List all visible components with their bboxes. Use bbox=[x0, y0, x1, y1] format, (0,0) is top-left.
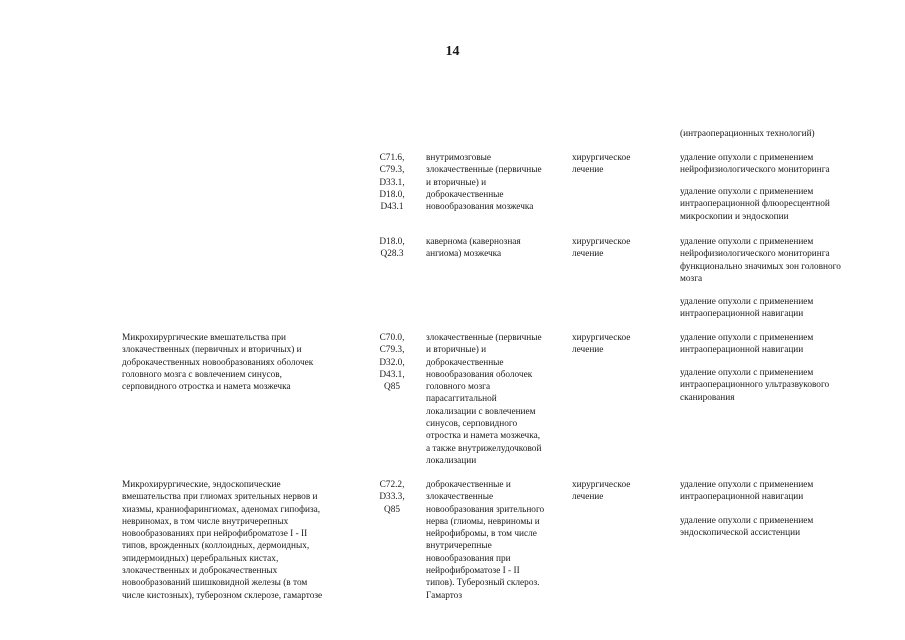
row-1-treatment-type: хирургическое лечение bbox=[572, 153, 631, 176]
row-1-method-2: удаление опухоли с применением интраоперационной флюоресцентной микроскопии и эндоскопии bbox=[680, 187, 830, 222]
row-2-treatment-type: хирургическое лечение bbox=[572, 237, 631, 260]
row-3-treatment-type: хирургическое лечение bbox=[572, 333, 631, 356]
row-3-method-1: удаление опухоли с применением интраоперационной навигации bbox=[680, 333, 814, 356]
row-4-method-2: удаление опухоли с применением эндоскопической ассистенции bbox=[680, 516, 814, 539]
row-1-method-1: удаление опухоли с применением нейрофизиологического мониторинга bbox=[680, 153, 830, 176]
row-4-treatment-type: хирургическое лечение bbox=[572, 480, 631, 503]
row-4-method-1: удаление опухоли с применением интраоперационной навигации bbox=[680, 480, 814, 503]
row-4-description: Микрохирургические, эндоскопические вмешательства при глиомах зрительных нервов и хиазмы, краниофарингиомах, аденомах гипофиза, невриномах, в том числе внутричерепных новообразованиях при нейрофиброматозе I - II типов, врожденных (коллоидных, дермоидных, эпидермоидных) церебральных кистах, злокачественных и доброкачественных новообразований шишковидной железы (в том числе кистозных), туберозном склерозе, гамартозе bbox=[122, 480, 323, 601]
row-2-codes: D18.0, Q28.3 bbox=[379, 237, 405, 260]
method-continuation: (интраоперационных технологий) bbox=[680, 129, 815, 139]
row-1-codes: C71.6, C79.3, D33.1, D18.0, D43.1 bbox=[379, 153, 405, 213]
row-2-method-1: удаление опухоли с применением нейрофизиологического мониторинга функционально значимых зон головного мозга bbox=[680, 237, 841, 284]
row-1-disease: внутримозговые злокачественные (первичные и вторичные) и доброкачественные новообразования мозжечка bbox=[426, 153, 542, 213]
row-4-codes: C72.2, D33.3, Q85 bbox=[379, 480, 405, 515]
page-number: 14 bbox=[445, 44, 460, 59]
row-4-disease: доброкачественные и злокачественные новообразования зрительного нерва (глиомы, невриномы и нейрофибромы, в том числе внутричерепные новообразования при нейрофиброматозе I - II типов). Туберозный склероз. Гамартоз bbox=[426, 480, 545, 601]
row-2-method-2: удаление опухоли с применением интраоперационной навигации bbox=[680, 297, 814, 320]
row-3-disease: злокачественные (первичные и вторичные) и доброкачественные новообразования оболочек головного мозга парасаггитальной локализации с вовлечением синусов, серповидного отростка и намета мозжечка, а также внутрижелудочковой локализации bbox=[426, 333, 542, 466]
row-2-disease: кавернома (кавернозная ангиома) мозжечка bbox=[426, 237, 521, 260]
row-3-codes: C70.0, C79.3, D32.0, D43.1, Q85 bbox=[379, 333, 405, 393]
row-3-method-2: удаление опухоли с применением интраоперационного ультразвукового сканирования bbox=[680, 368, 830, 403]
row-3-description: Микрохирургические вмешательства при злокачественных (первичных и вторичных) и доброкачественных новообразованиях оболочек головного мозга с вовлечением синусов, серповидного отростка и намета мозжечка bbox=[122, 333, 314, 393]
